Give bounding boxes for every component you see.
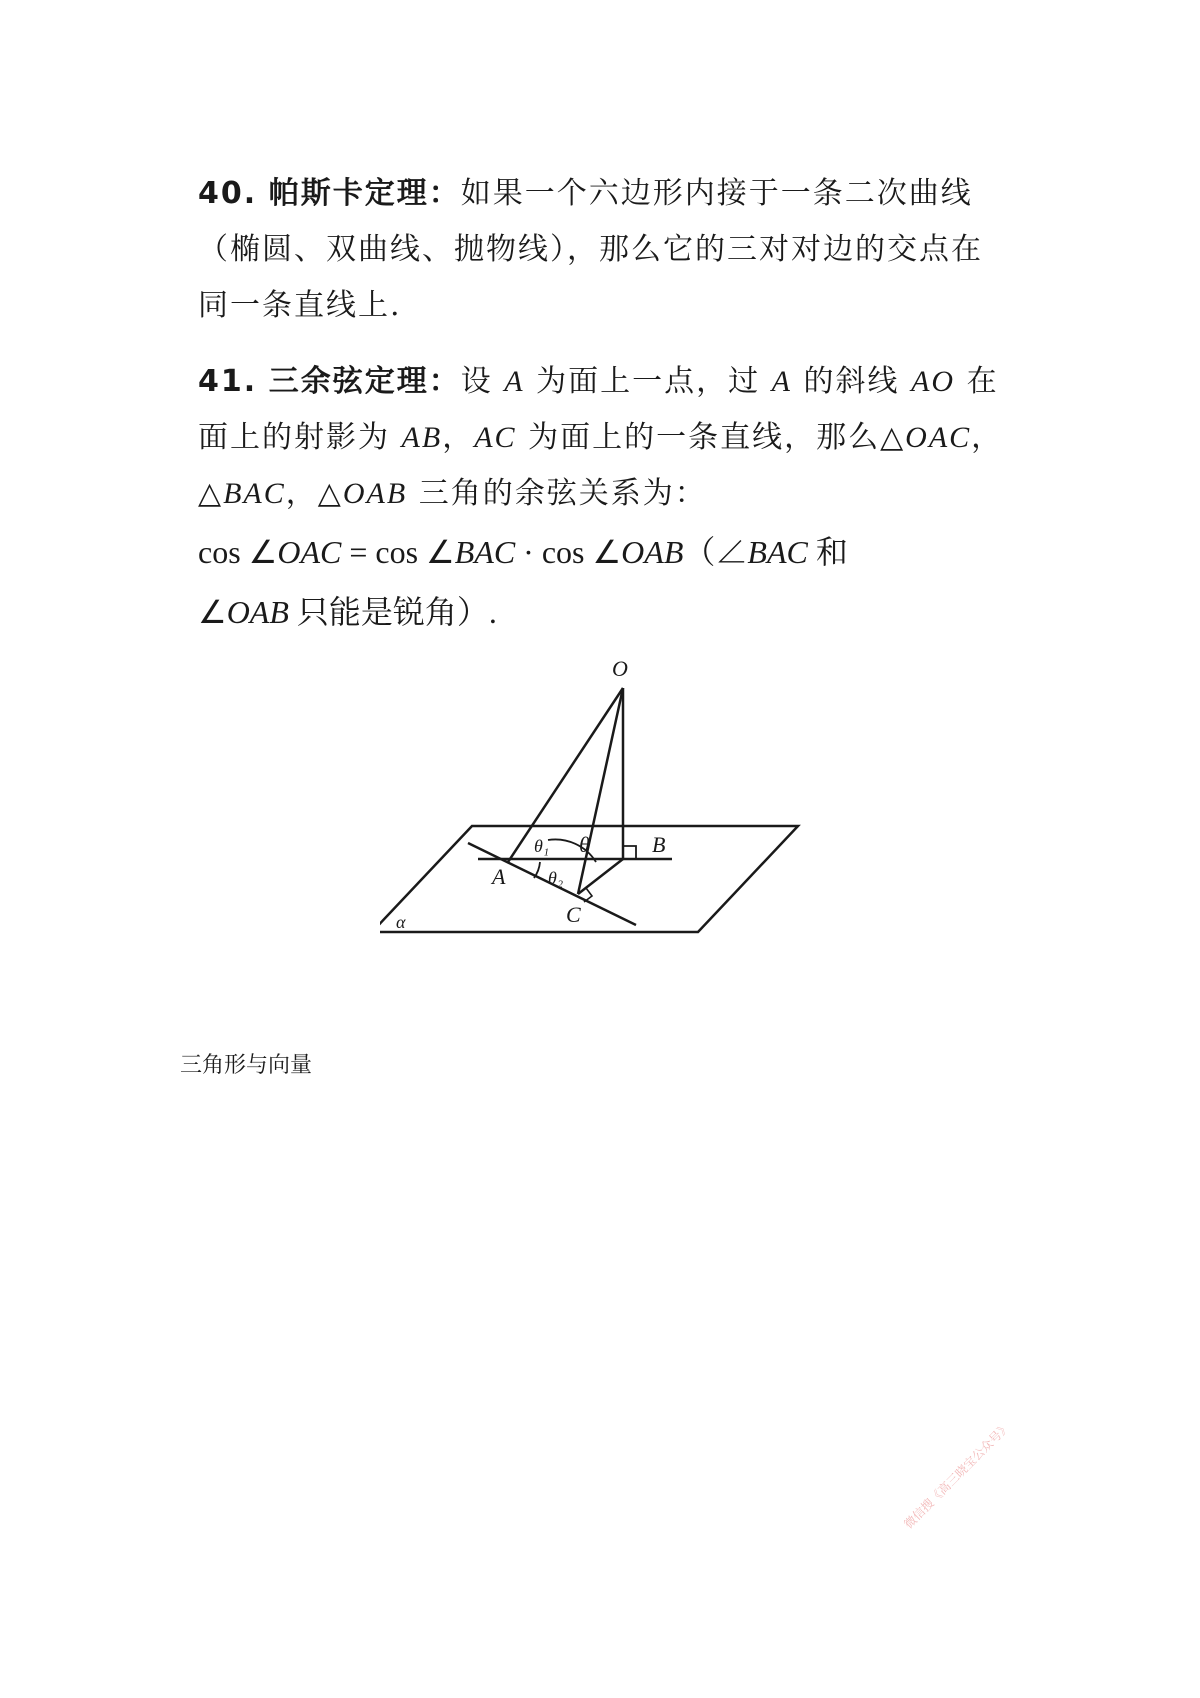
math-var: OAC	[277, 534, 342, 570]
math-var: AB	[401, 421, 443, 454]
watermark: 微信搜《高三晓宝公众号》	[901, 1419, 1014, 1532]
three-cosine-diagram	[380, 640, 820, 940]
text: 为面上的一条直线，那么△	[516, 420, 906, 455]
label-b: B	[652, 832, 666, 857]
math-var: BAC	[223, 477, 286, 510]
label-theta: θ	[579, 832, 590, 857]
label-theta2: θ₂	[548, 868, 564, 888]
cosine-formula	[198, 522, 1018, 582]
text: ，	[971, 420, 1004, 455]
math-var: OAC	[905, 421, 972, 454]
theorem-40-line-1	[198, 166, 1018, 222]
theorem-41-line-3	[198, 466, 1018, 522]
theorem-40-title: 帕斯卡定理：	[268, 176, 461, 211]
math-var: OAB	[621, 534, 684, 570]
math-var: AO	[911, 365, 956, 398]
text: 为面上一点，过	[524, 364, 772, 399]
text: 面上的射影为	[198, 420, 402, 455]
math-var: AC	[474, 421, 517, 454]
theorem-41-line-2	[198, 410, 1018, 466]
math-var: BAC	[747, 534, 808, 570]
section-heading: 三角形与向量	[180, 1053, 313, 1078]
text: （∠	[683, 534, 748, 570]
text: ，△	[285, 476, 343, 511]
text: ，	[442, 420, 475, 455]
label-a: A	[492, 864, 506, 889]
theorem-40-number: 40.	[198, 176, 258, 211]
text: 和	[807, 534, 848, 570]
theorem-41-line-1	[198, 354, 1018, 410]
text: cos ∠	[198, 534, 278, 570]
text: ∠	[198, 594, 227, 630]
label-c: C	[566, 902, 581, 927]
theorem-41-line-5	[198, 582, 1018, 642]
math-var: A	[771, 365, 792, 398]
theorem-40	[198, 166, 1018, 334]
text: 在	[955, 364, 999, 399]
theorem-41	[198, 354, 1018, 642]
math-var: BAC	[454, 534, 516, 570]
text: 只能是锐角）.	[288, 594, 497, 630]
math-var: A	[504, 365, 525, 398]
text: = cos ∠	[341, 534, 455, 570]
right-angle-b	[623, 846, 636, 859]
theorem-41-title: 三余弦定理：	[268, 364, 461, 399]
text: · cos ∠	[515, 534, 622, 570]
text: △	[198, 476, 224, 511]
text: 设	[460, 364, 505, 399]
text: 的斜线	[791, 364, 912, 399]
math-var: OAB	[342, 477, 408, 510]
label-alpha: α	[396, 912, 406, 932]
text: 三角的余弦关系为：	[407, 476, 707, 511]
label-theta1: θ₁	[534, 836, 550, 856]
math-var: OAB	[226, 594, 289, 630]
theorem-41-number: 41.	[198, 364, 258, 399]
theorem-40-line-2: （椭圆、双曲线、抛物线），那么它的三对对边的交点在	[198, 232, 983, 267]
theorem-40-text-1: 如果一个六边形内接于一条二次曲线	[460, 176, 973, 211]
label-o: O	[612, 656, 628, 681]
line-oa	[508, 688, 623, 862]
theorem-40-line-3: 同一条直线上.	[198, 288, 402, 323]
